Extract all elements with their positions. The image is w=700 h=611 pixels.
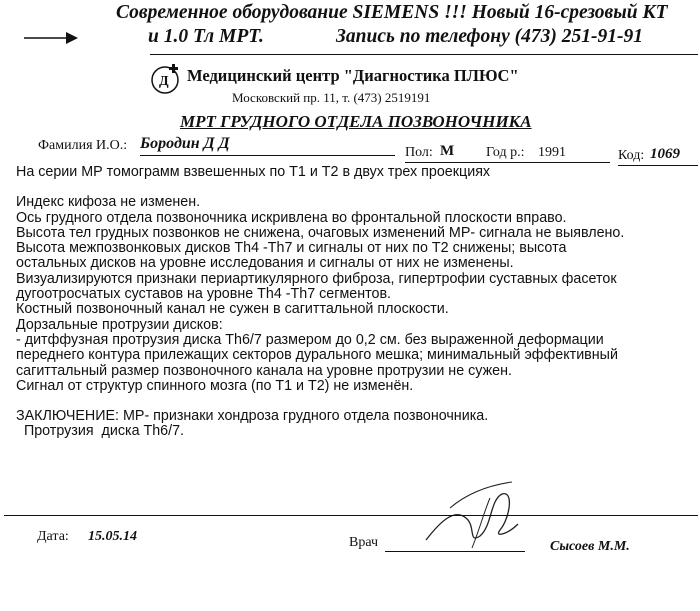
advert-line-2a: и 1.0 Тл МРТ. bbox=[148, 26, 264, 47]
advert-line-1: Современное оборудование SIEMENS !!! Новый 16-срезовый КТ bbox=[116, 2, 668, 23]
organization-address: Московский пр. 11, т. (473) 2519191 bbox=[232, 90, 431, 105]
report-line: Высота межпозвонковых дисков Th4 -Th7 и сигналы от них по Т2 снижены; высота bbox=[16, 240, 567, 257]
birth-year-value: 1991 bbox=[538, 145, 566, 160]
report-line: дугоотросчатых суставов на уровне Th4 -Th7 сегментов. bbox=[16, 286, 392, 303]
report-body bbox=[16, 165, 700, 440]
report-intro: На серии МР томограмм взвешенных по Т1 и Т2 в двух трех проекциях bbox=[16, 164, 491, 180]
conclusion-line-1: ЗАКЛЮЧЕНИЕ: МР- признаки хондроза грудного отдела позвоночника. bbox=[16, 408, 489, 425]
birth-year-label: Год р.: bbox=[486, 145, 525, 160]
signature bbox=[420, 478, 530, 558]
conclusion-line-2: Протрузия диска Th6/7. bbox=[16, 423, 185, 440]
sex-year-underline bbox=[405, 162, 610, 163]
organization-name: Медицинский центр "Диагностика ПЛЮС" bbox=[187, 66, 519, 85]
report-line: сагиттальный размер позвоночного канала на уровне протрузии не сужен. bbox=[16, 362, 512, 379]
sex-value: М bbox=[440, 143, 455, 159]
patient-name: Бородин Д Д bbox=[140, 135, 230, 152]
sex-label: Пол: bbox=[405, 145, 433, 160]
report-line: Костный позвоночный канал не сужен в сагиттальной плоскости. bbox=[16, 301, 449, 318]
date-value: 15.05.14 bbox=[88, 529, 137, 544]
logo-letter: Д bbox=[159, 74, 169, 89]
footer-rule bbox=[4, 515, 698, 516]
header-rule bbox=[150, 54, 698, 55]
date-label: Дата: bbox=[37, 529, 69, 544]
report-line: Сигнал от структур спинного мозга (по Т1 и Т2) не изменён. bbox=[16, 377, 414, 394]
patient-name-label: Фамилия И.О.: bbox=[38, 138, 128, 153]
report-line: переднего контура прилежащих секторов дурального мешка; минимальный эффективный bbox=[16, 347, 618, 364]
doctor-label: Врач bbox=[349, 535, 379, 550]
doctor-name: Сысоев М.М. bbox=[550, 539, 630, 554]
report-line: Высота тел грудных позвонков не снижена, очаговых изменений МР- сигнала не выявлено. bbox=[16, 224, 625, 241]
clinic-logo-icon bbox=[150, 62, 184, 96]
report-line: Ось грудного отдела позвоночника искривлена во фронтальной плоскости вправо. bbox=[16, 209, 567, 226]
code-value: 1069 bbox=[650, 146, 680, 162]
report-line: Индекс кифоза не изменен. bbox=[16, 194, 201, 211]
report-line: Визуализируются признаки периартикулярного фиброза, гипертрофии суставных фасеток bbox=[16, 270, 617, 287]
doctor-signature-line bbox=[385, 551, 525, 552]
report-line: - дитффузная протрузия диска Th6/7 размером до 0,2 см. без выраженной деформации bbox=[16, 331, 604, 348]
advert-line-2b: Запись по телефону (473) 251-91-91 bbox=[336, 26, 643, 47]
arrow-icon bbox=[20, 24, 80, 50]
report-line: Дорзальные протрузии дисков: bbox=[16, 316, 223, 333]
code-label: Код: bbox=[618, 148, 645, 163]
document-title: МРТ ГРУДНОГО ОТДЕЛА ПОЗВОНОЧНИКА bbox=[180, 112, 532, 131]
patient-name-underline bbox=[140, 155, 395, 156]
report-line: остальных дисков на уровне исследования и сигналы от них не изменены. bbox=[16, 255, 514, 272]
